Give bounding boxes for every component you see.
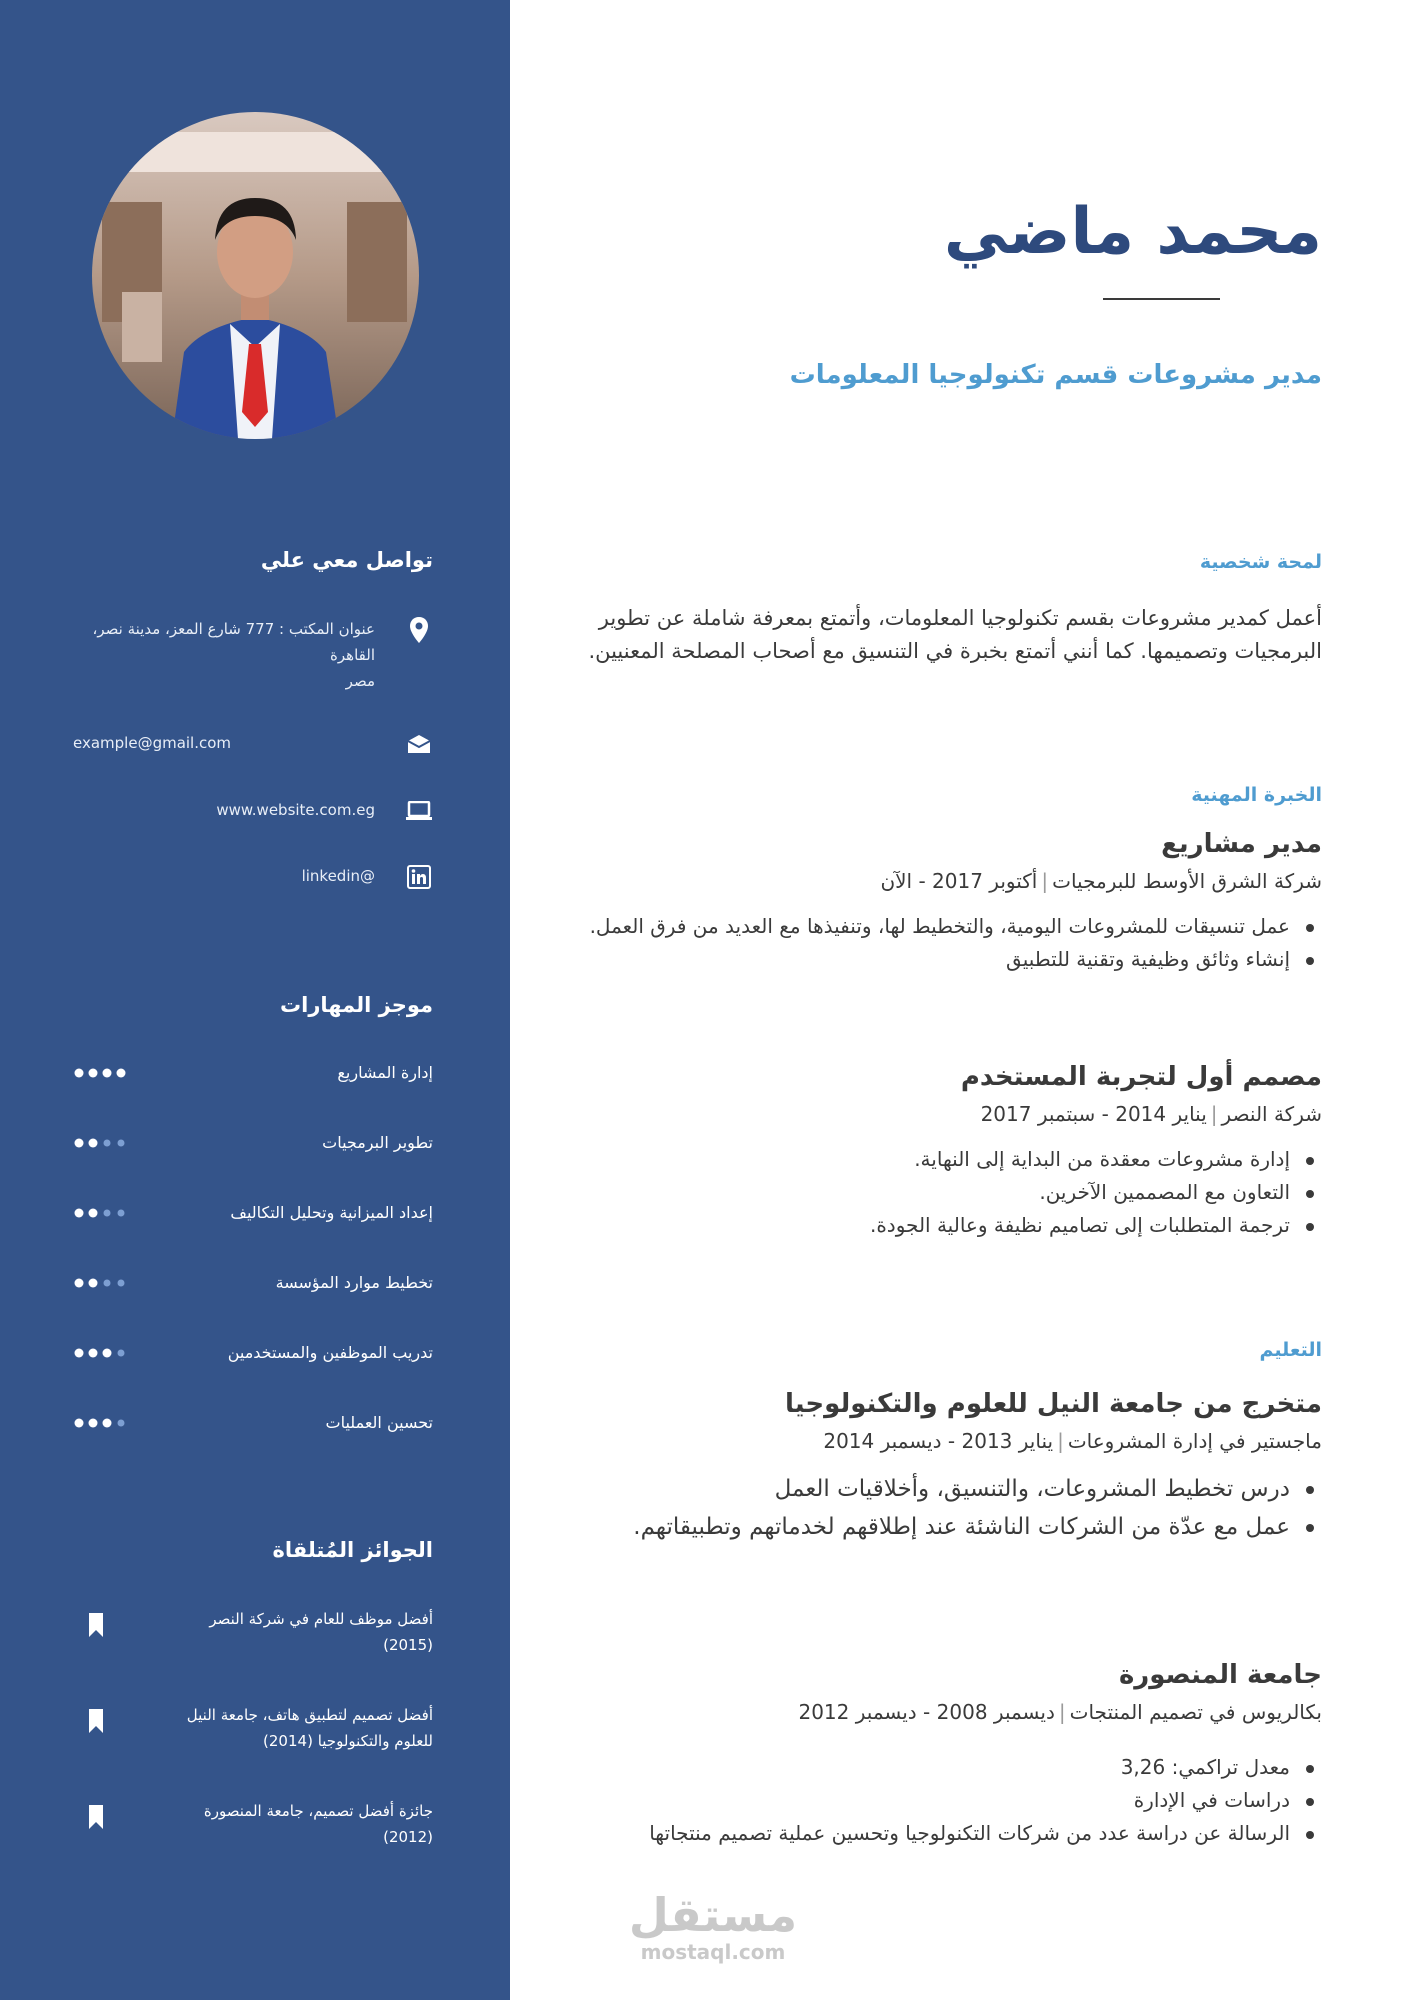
job-1-title: مدير مشاريع xyxy=(1161,829,1322,859)
skill-dot xyxy=(89,1349,98,1358)
edu-2-bullets xyxy=(587,1751,1322,1850)
award-text: أفضل موظف للعام في شركة النصر (2015) xyxy=(209,1610,433,1654)
skill-dot xyxy=(104,1280,111,1287)
job-title: مدير مشروعات قسم تكنولوجيا المعلومات xyxy=(789,360,1322,390)
mostaql-watermark xyxy=(618,1890,808,1964)
bookmark-icon xyxy=(87,1804,105,1830)
email-text[interactable]: example@gmail.com xyxy=(73,734,232,752)
main-content xyxy=(510,0,1414,2000)
skill-dot xyxy=(75,1279,84,1288)
skill-dot xyxy=(89,1139,98,1148)
award-item xyxy=(73,1702,433,1762)
job-2-meta: شركة النصر|يناير 2014 - سبتمبر 2017 xyxy=(980,1102,1322,1126)
skill-label: تخطيط موارد المؤسسة xyxy=(275,1273,433,1292)
award-item xyxy=(73,1798,433,1858)
experience-heading: الخبرة المهنية xyxy=(1191,784,1322,806)
skill-dot xyxy=(118,1350,125,1357)
edu-2-dates: ديسمبر 2008 - ديسمبر 2012 xyxy=(798,1700,1055,1724)
list-item: الرسالة عن دراسة عدد من شركات التكنولوجيا وتحسين عملية تصميم منتجاتها xyxy=(587,1817,1322,1850)
skill-dot xyxy=(103,1419,112,1428)
skill-row xyxy=(73,1273,433,1303)
skill-dot xyxy=(75,1069,84,1078)
linkedin-text[interactable]: linkedin@ xyxy=(301,867,375,885)
skill-dot xyxy=(118,1140,125,1147)
address-text: عنوان المكتب : 777 شارع المعز، مدينة نصر، القاهرة مصر xyxy=(92,620,375,690)
skill-dot xyxy=(89,1279,98,1288)
awards-heading: الجوائز المُتلقاة xyxy=(272,1538,433,1562)
skill-rating-dots xyxy=(73,1067,133,1079)
edu-1-bullets xyxy=(587,1470,1322,1546)
location-pin-icon xyxy=(405,616,433,644)
edu-2-meta: بكالريوس في تصميم المنتجات|ديسمبر 2008 - ديسمبر 2012 xyxy=(798,1700,1322,1724)
contact-address xyxy=(73,616,433,696)
skill-label: إعداد الميزانية وتحليل التكاليف xyxy=(230,1203,433,1222)
skill-dot xyxy=(89,1209,98,1218)
linkedin-icon xyxy=(405,863,433,891)
skill-dot xyxy=(75,1139,84,1148)
list-item: إدارة مشروعات معقدة من البداية إلى النهاية. xyxy=(587,1143,1322,1176)
list-item: درس تخطيط المشروعات، والتنسيق، وأخلاقيات العمل xyxy=(587,1470,1322,1508)
edu-1-meta: ماجستير في إدارة المشروعات|يناير 2013 - ديسمبر 2014 xyxy=(823,1429,1322,1453)
education-heading: التعليم xyxy=(1259,1339,1322,1361)
contact-heading: تواصل معي علي xyxy=(260,548,433,572)
skill-rating-dots xyxy=(73,1277,133,1289)
skill-label: تدريب الموظفين والمستخدمين xyxy=(227,1343,433,1362)
watermark-brand: مستقل xyxy=(628,1888,798,1942)
edu-1-dates: يناير 2013 - ديسمبر 2014 xyxy=(823,1429,1054,1453)
job-2-bullets xyxy=(587,1143,1322,1242)
edu-1-degree: ماجستير في إدارة المشروعات xyxy=(1067,1429,1322,1453)
skill-dot xyxy=(89,1419,98,1428)
skill-dot xyxy=(118,1420,125,1427)
skill-row xyxy=(73,1203,433,1233)
job-2-title: مصمم أول لتجربة المستخدم xyxy=(960,1062,1322,1092)
job-1-dates: أكتوبر 2017 - الآن xyxy=(880,869,1038,893)
skill-row xyxy=(73,1413,433,1443)
skill-dot xyxy=(75,1209,84,1218)
skill-row xyxy=(73,1343,433,1373)
job-2-company: شركة النصر xyxy=(1221,1102,1322,1126)
skill-row xyxy=(73,1133,433,1163)
list-item: عمل مع عدّة من الشركات الناشئة عند إطلاقهم لخدماتهم وتطبيقاتهم. xyxy=(587,1508,1322,1546)
edu-2-title: جامعة المنصورة xyxy=(1118,1660,1322,1690)
skill-dot xyxy=(104,1140,111,1147)
award-text: أفضل تصميم لتطبيق هاتف، جامعة النيل للعلوم والتكنولوجيا (2014) xyxy=(186,1706,433,1750)
profile-photo xyxy=(92,112,419,439)
skill-dot xyxy=(75,1419,84,1428)
list-item: التعاون مع المصممين الآخرين. xyxy=(587,1176,1322,1209)
list-item: ترجمة المتطلبات إلى تصاميم نظيفة وعالية الجودة. xyxy=(587,1209,1322,1242)
award-item xyxy=(73,1606,433,1666)
sidebar xyxy=(0,0,510,2000)
skill-dot xyxy=(104,1210,111,1217)
contact-website[interactable] xyxy=(73,797,433,837)
list-item: عمل تنسيقات للمشروعات اليومية، والتخطيط لها، وتنفيذها مع العديد من فرق العمل. xyxy=(587,910,1322,943)
watermark-site: mostaql.com xyxy=(640,1940,786,1964)
skill-label: تطوير البرمجيات xyxy=(322,1133,433,1152)
profile-heading: لمحة شخصية xyxy=(1199,551,1322,573)
skill-dot xyxy=(117,1069,126,1078)
job-1-meta: شركة الشرق الأوسط للبرمجيات|أكتوبر 2017 - الآن xyxy=(880,869,1322,893)
list-item: معدل تراكمي: 3,26 xyxy=(587,1751,1322,1784)
name-divider xyxy=(1103,298,1220,300)
laptop-icon xyxy=(405,797,433,825)
skill-dot xyxy=(103,1349,112,1358)
skill-dot xyxy=(103,1069,112,1078)
bookmark-icon xyxy=(87,1612,105,1638)
edu-1-title: متخرج من جامعة النيل للعلوم والتكنولوجيا xyxy=(785,1389,1322,1419)
skill-label: تحسين العمليات xyxy=(325,1413,433,1432)
job-2-dates: يناير 2014 - سبتمبر 2017 xyxy=(980,1102,1207,1126)
skill-dot xyxy=(118,1280,125,1287)
bookmark-icon xyxy=(87,1708,105,1734)
person-name: محمد ماضي xyxy=(943,195,1322,269)
skills-heading: موجز المهارات xyxy=(280,993,433,1017)
list-item: دراسات في الإدارة xyxy=(587,1784,1322,1817)
skill-dot xyxy=(75,1349,84,1358)
job-1-bullets xyxy=(587,910,1322,976)
edu-2-degree: بكالريوس في تصميم المنتجات xyxy=(1069,1700,1322,1724)
award-text: جائزة أفضل تصميم، جامعة المنصورة (2012) xyxy=(203,1802,433,1846)
skill-label: إدارة المشاريع xyxy=(337,1063,433,1082)
skill-rating-dots xyxy=(73,1207,133,1219)
contact-linkedin[interactable] xyxy=(73,863,433,903)
skill-rating-dots xyxy=(73,1347,133,1359)
website-text[interactable]: www.website.com.eg xyxy=(216,801,375,819)
skill-dot xyxy=(89,1069,98,1078)
job-1-company: شركة الشرق الأوسط للبرمجيات xyxy=(1052,869,1322,893)
skill-rating-dots xyxy=(73,1417,133,1429)
skill-row xyxy=(73,1063,433,1093)
envelope-icon xyxy=(405,730,433,758)
list-item: إنشاء وثائق وظيفية وتقنية للتطبيق xyxy=(587,943,1322,976)
skill-dot xyxy=(118,1210,125,1217)
profile-text: أعمل كمدير مشروعات بقسم تكنولوجيا المعلومات، وأتمتع بمعرفة شاملة عن تطوير البرمجيات وتصميمها. كما أنني أتمتع بخبرة في التنسيق مع أصحاب المصلحة المعنيين. xyxy=(588,606,1322,663)
skill-rating-dots xyxy=(73,1137,133,1149)
contact-email[interactable] xyxy=(73,730,433,770)
